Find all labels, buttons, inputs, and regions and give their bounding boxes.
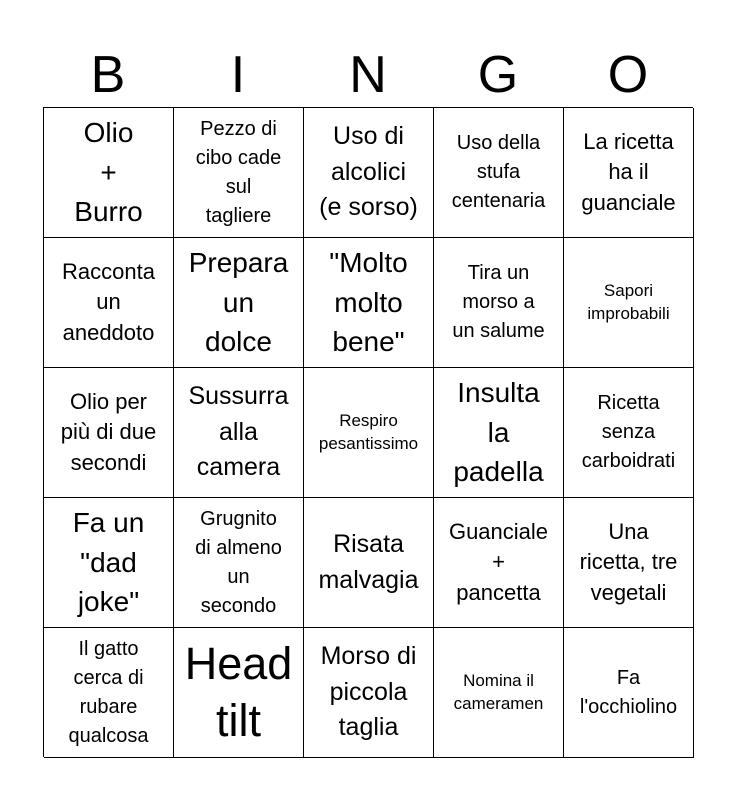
bingo-cell-r1-c5[interactable]: La ricetta ha il guanciale <box>564 108 694 238</box>
bingo-cell-r4-c5[interactable]: Una ricetta, tre vegetali <box>564 498 694 628</box>
bingo-cell-r5-c1[interactable]: Il gatto cerca di rubare qualcosa <box>44 628 174 758</box>
bingo-cell-r5-c4[interactable]: Nomina il cameramen <box>434 628 564 758</box>
bingo-cell-r3-c4[interactable]: Insulta la padella <box>434 368 564 498</box>
header-letter-i: I <box>230 46 246 104</box>
header-letter-n: N <box>349 46 387 104</box>
bingo-cell-r3-c2[interactable]: Sussurra alla camera <box>174 368 304 498</box>
header-letter-o: O <box>607 46 649 104</box>
bingo-board <box>43 107 693 757</box>
bingo-cell-r3-c1[interactable]: Olio per più di due secondi <box>44 368 174 498</box>
bingo-cell-r1-c2[interactable]: Pezzo di cibo cade sul tagliere <box>174 108 304 238</box>
bingo-cell-r2-c5[interactable]: Sapori improbabili <box>564 238 694 368</box>
bingo-cell-r5-c3[interactable]: Morso di piccola taglia <box>304 628 434 758</box>
bingo-cell-r2-c1[interactable]: Racconta un aneddoto <box>44 238 174 368</box>
bingo-cell-r1-c4[interactable]: Uso della stufa centenaria <box>434 108 564 238</box>
bingo-cell-r1-c3[interactable]: Uso di alcolici (e sorso) <box>304 108 434 238</box>
header-letter-g: G <box>477 46 519 104</box>
bingo-cell-r2-c4[interactable]: Tira un morso a un salume <box>434 238 564 368</box>
bingo-cell-r5-c2[interactable]: Head tilt <box>174 628 304 758</box>
bingo-cell-r2-c3[interactable]: "Molto molto bene" <box>304 238 434 368</box>
bingo-cell-r3-c3[interactable]: Respiro pesantissimo <box>304 368 434 498</box>
bingo-cell-r4-c1[interactable]: Fa un "dad joke" <box>44 498 174 628</box>
bingo-cell-r4-c3[interactable]: Risata malvagia <box>304 498 434 628</box>
bingo-cell-r1-c1[interactable]: Olio + Burro <box>44 108 174 238</box>
bingo-header <box>43 42 693 108</box>
bingo-cell-r3-c5[interactable]: Ricetta senza carboidrati <box>564 368 694 498</box>
bingo-cell-r4-c2[interactable]: Grugnito di almeno un secondo <box>174 498 304 628</box>
header-letter-b: B <box>90 46 126 104</box>
bingo-cell-r5-c5[interactable]: Fa l'occhiolino <box>564 628 694 758</box>
bingo-cell-r4-c4[interactable]: Guanciale + pancetta <box>434 498 564 628</box>
bingo-cell-r2-c2[interactable]: Prepara un dolce <box>174 238 304 368</box>
